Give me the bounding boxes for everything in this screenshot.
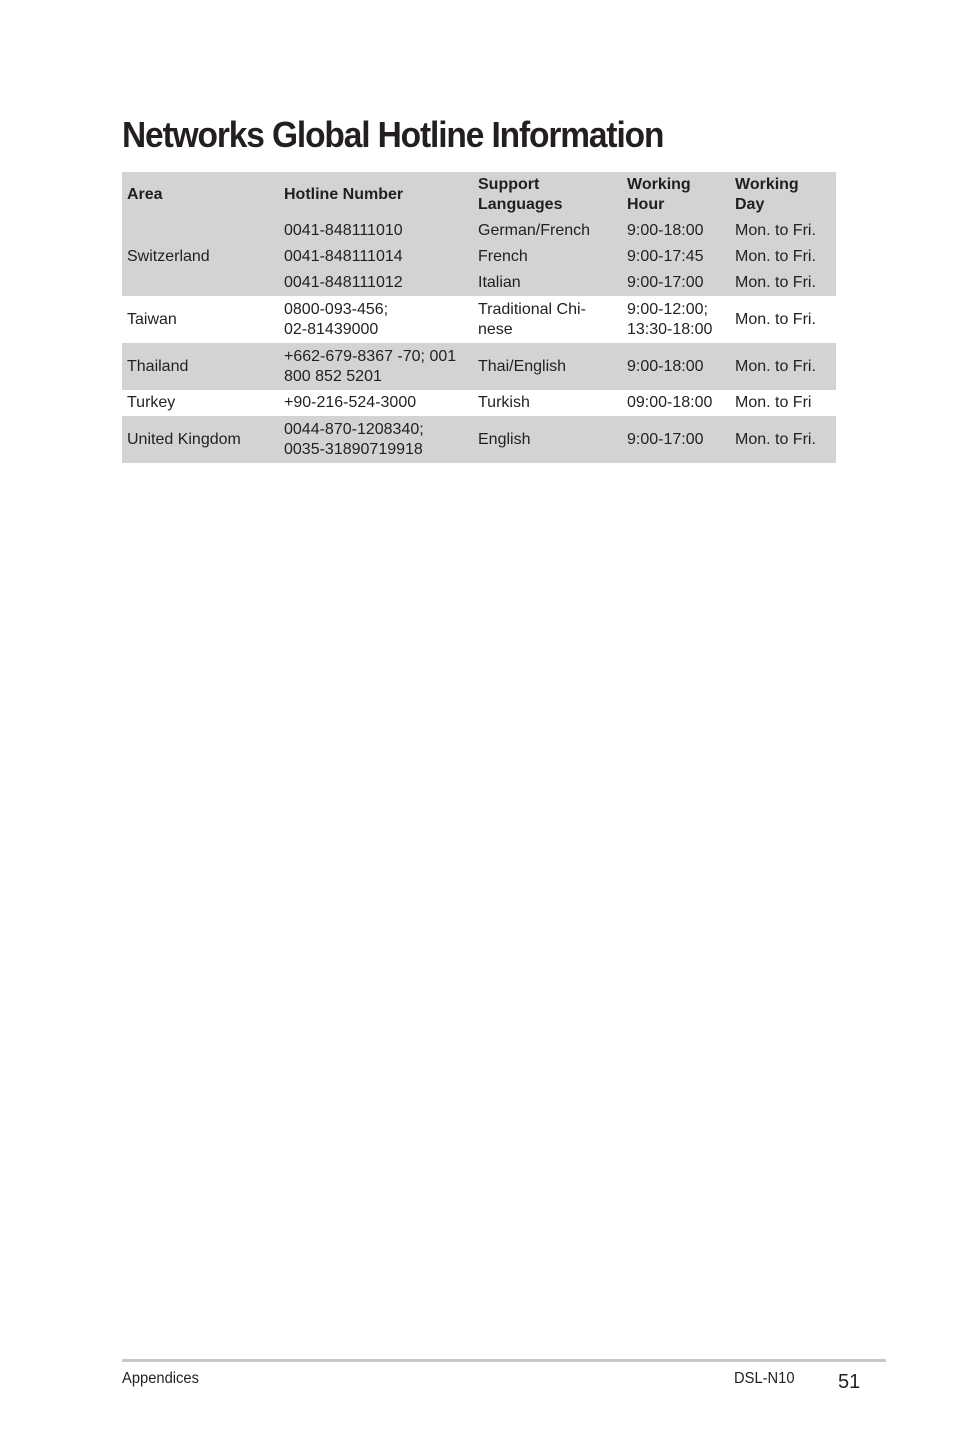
area-cell: Taiwan <box>122 296 279 343</box>
language-cell: French <box>473 244 622 270</box>
working-hour-cell: 9:00-18:00 <box>622 218 730 244</box>
header-hotline-number: Hotline Number <box>279 172 473 218</box>
working-hour-cell: 9:00-12:00; 13:30-18:00 <box>622 296 730 343</box>
working-hour-cell: 09:00-18:00 <box>622 390 730 416</box>
area-cell: Switzerland <box>122 218 279 296</box>
area-cell: Thailand <box>122 343 279 390</box>
working-day-cell: Mon. to Fri. <box>730 296 836 343</box>
working-hour-cell: 9:00-17:00 <box>622 270 730 296</box>
working-day-cell: Mon. to Fri <box>730 390 836 416</box>
language-cell: Thai/English <box>473 343 622 390</box>
hotline-number-cell: 0044-870-1208340; 0035-31890719918 <box>279 416 473 463</box>
hotline-number-cell: +90-216-524-3000 <box>279 390 473 416</box>
table-row-united-kingdom <box>122 416 836 463</box>
footer-model-name: DSL-N10 <box>734 1370 795 1387</box>
header-area: Area <box>122 172 279 218</box>
working-day-cell: Mon. to Fri. <box>730 270 836 296</box>
hotline-number-cell: 0041-848111010 <box>279 218 473 244</box>
header-working-hour: Working Hour <box>622 172 730 218</box>
table-row-switzerland-1 <box>122 218 836 244</box>
area-cell: United Kingdom <box>122 416 279 463</box>
page-title: Networks Global Hotline Information <box>122 114 664 155</box>
table-row-turkey <box>122 390 836 416</box>
footer-section-label: Appendices <box>122 1370 199 1387</box>
working-day-cell: Mon. to Fri. <box>730 218 836 244</box>
hotline-table <box>122 172 836 463</box>
language-cell: German/French <box>473 218 622 244</box>
language-cell: Traditional Chi- nese <box>473 296 622 343</box>
language-cell: Italian <box>473 270 622 296</box>
working-hour-cell: 9:00-17:00 <box>622 416 730 463</box>
hotline-number-cell: +662-679-8367 -70; 001 800 852 5201 <box>279 343 473 390</box>
working-hour-cell: 9:00-17:45 <box>622 244 730 270</box>
language-cell: English <box>473 416 622 463</box>
area-cell: Turkey <box>122 390 279 416</box>
hotline-number-cell: 0800-093-456; 02-81439000 <box>279 296 473 343</box>
header-support-languages: Support Languages <box>473 172 622 218</box>
table-row-thailand <box>122 343 836 390</box>
working-day-cell: Mon. to Fri. <box>730 416 836 463</box>
header-working-day: Working Day <box>730 172 836 218</box>
page-number: 51 <box>838 1371 861 1393</box>
working-day-cell: Mon. to Fri. <box>730 343 836 390</box>
table-row-taiwan <box>122 296 836 343</box>
working-hour-cell: 9:00-18:00 <box>622 343 730 390</box>
table-header-row <box>122 172 836 218</box>
hotline-number-cell: 0041-848111012 <box>279 270 473 296</box>
language-cell: Turkish <box>473 390 622 416</box>
hotline-number-cell: 0041-848111014 <box>279 244 473 270</box>
working-day-cell: Mon. to Fri. <box>730 244 836 270</box>
footer-divider <box>122 1359 886 1362</box>
